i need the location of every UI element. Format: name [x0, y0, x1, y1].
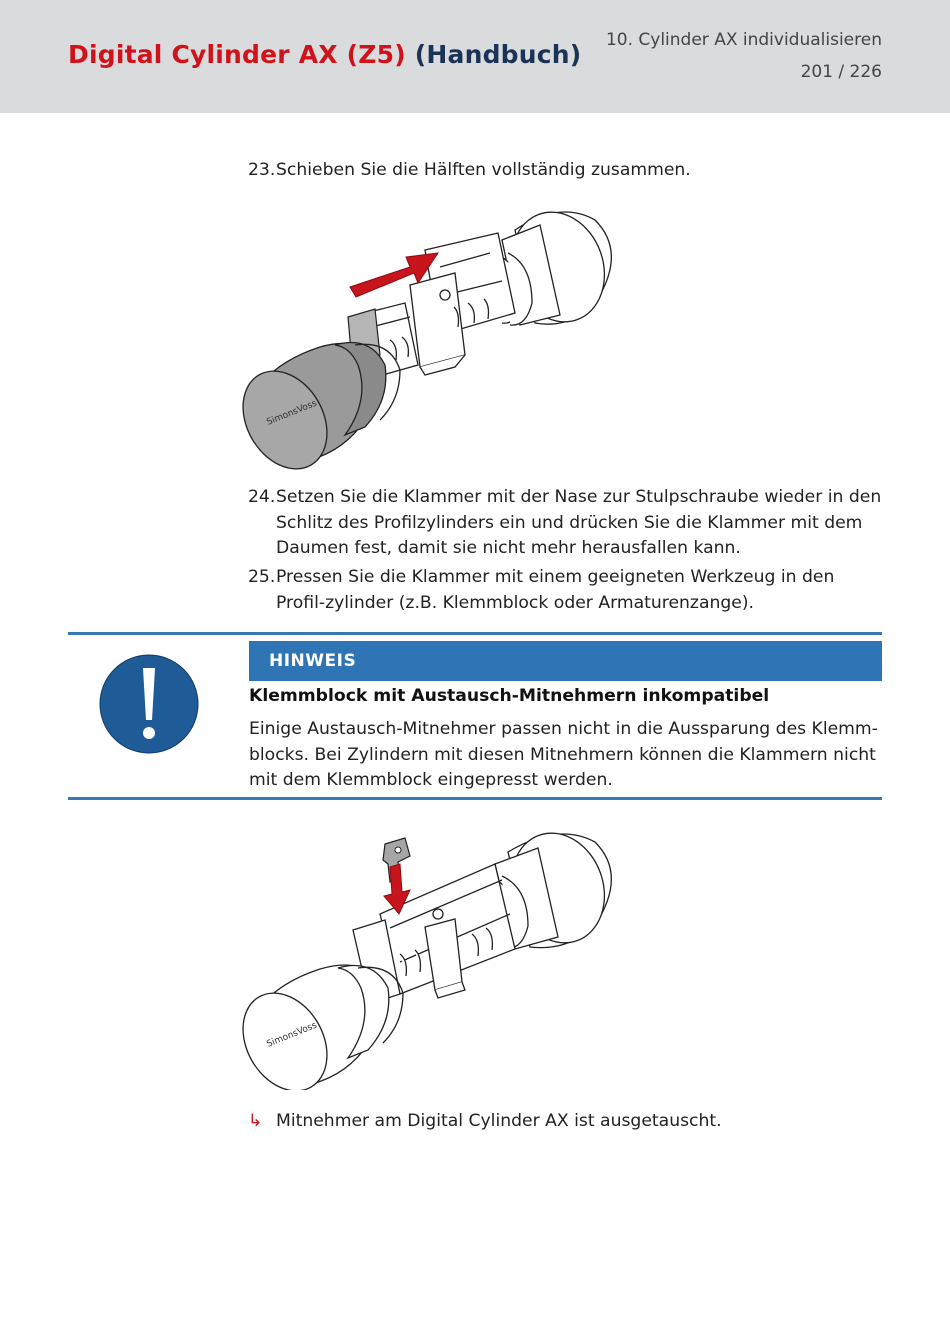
step-number: 25.: [248, 567, 276, 587]
knob-logo-text: SimonsVoss: [265, 1020, 319, 1050]
step-text: Setzen Sie die Klammer mit der Nase zur Stulpschraube wieder in den Schlitz des Profilzylinders ein und drücken Sie die Klammer mit dem Daumen fest, damit sie nicht mehr herausfallen kann.: [276, 487, 882, 558]
note-bottom-rule: [68, 797, 882, 800]
cylinder-assembly-figure-1: [240, 195, 620, 470]
step-24: [248, 485, 888, 562]
page-header: [0, 0, 950, 113]
knob-logo-text: SimonsVoss: [265, 398, 319, 428]
step-23: [248, 158, 888, 184]
note-label-bar: [249, 641, 882, 681]
step-number: 24.: [248, 487, 276, 507]
result-text: Mitnehmer am Digital Cylinder AX ist ausgetauscht.: [276, 1111, 722, 1131]
page-number: 201 / 226: [800, 62, 882, 82]
note-heading: Klemmblock mit Austausch-Mitnehmern inkompatibel: [249, 686, 770, 706]
result-arrow-icon: ↳: [248, 1111, 263, 1131]
result-line: [248, 1111, 722, 1131]
step-text: Pressen Sie die Klammer mit einem geeigneten Werkzeug in den Profil-zylinder (z.B. Klemmblock oder Armaturenzange).: [276, 567, 835, 613]
cylinder-assembly-figure-2: [240, 822, 620, 1090]
document-title-type: (Handbuch): [414, 40, 582, 69]
step-text: Schieben Sie die Hälften vollständig zusammen.: [276, 160, 691, 180]
step-25: [248, 565, 888, 616]
chapter-title: 10. Cylinder AX individualisieren: [605, 30, 882, 50]
document-title-product: Digital Cylinder AX (Z5): [68, 40, 406, 69]
note-top-rule: [68, 632, 882, 635]
exclamation-icon: [99, 654, 199, 754]
step-number: 23.: [248, 160, 276, 180]
note-label: HINWEIS: [269, 651, 357, 671]
note-body: Einige Austausch-Mitnehmer passen nicht in die Aussparung des Klemm-blocks. Bei Zylindern mit diesen Mitnehmern können die Klammern nicht mit dem Klemmblock eingepresst werden.: [249, 719, 878, 790]
document-title: [68, 40, 581, 69]
